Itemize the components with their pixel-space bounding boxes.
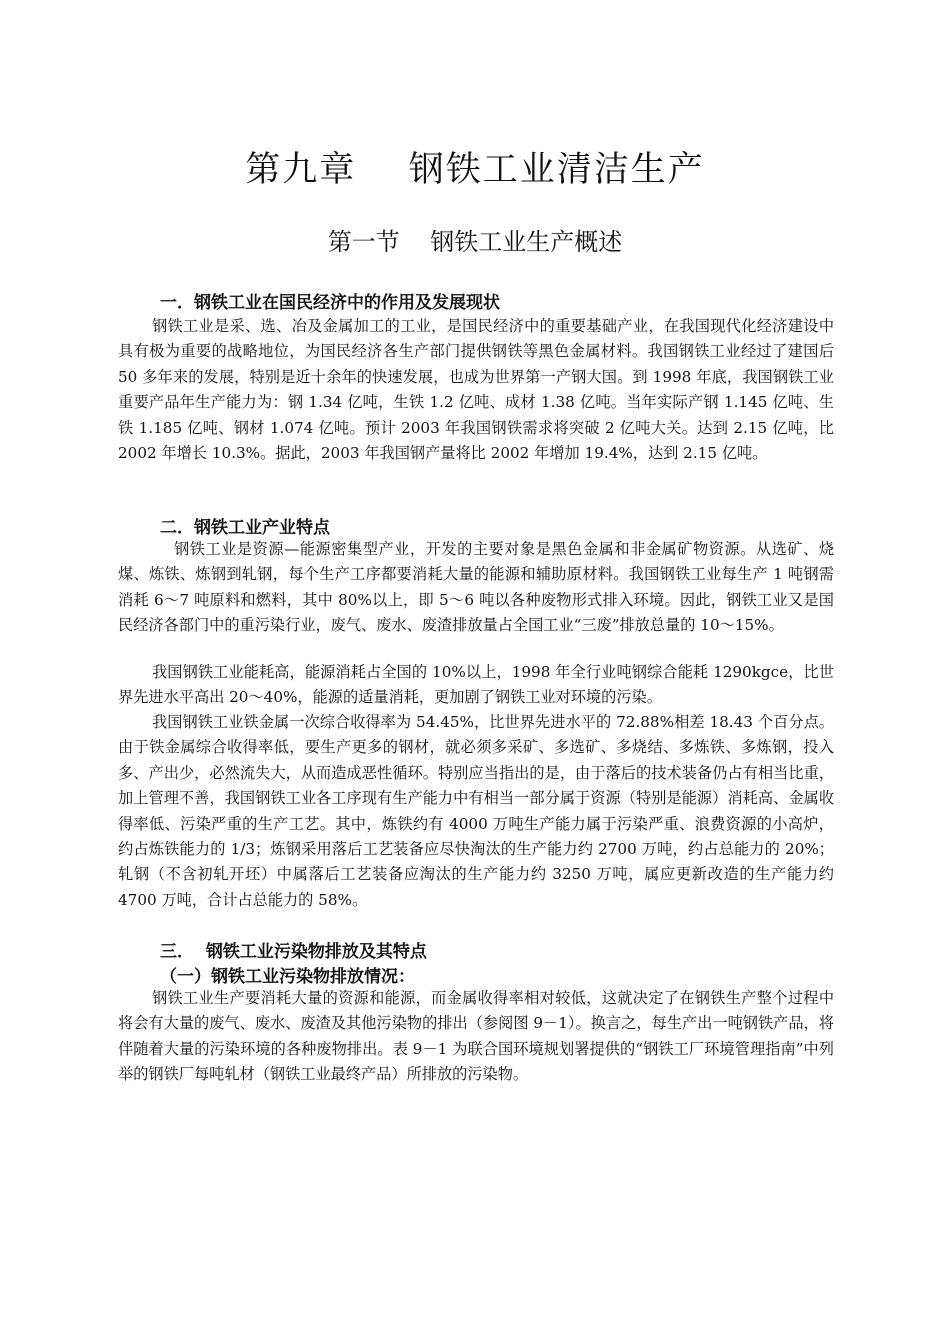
chapter-number: 第九章	[245, 150, 357, 190]
section-name: 钢铁工业生产概述	[430, 228, 623, 256]
subheading-3-1: （一）钢铁工业污染物排放情况：	[160, 967, 415, 987]
paragraph-3-1: 钢铁工业生产要消耗大量的资源和能源，而金属收得率相对较低，这就决定了在钢铁生产整个过程中将会有大量的废气、废水、废渣及其他污染物的排出（参阅图 9－1）。换言之，每生产出一吨钢铁产品，将伴随着大量的污染环境的各种废物排出。表 9－1 为联合国环境规划署提供的“钢铁工厂环境管理指南”中列举的钢铁厂每吨轧材（钢铁工业最终产品）所排放的污染物。	[118, 989, 834, 1084]
chapter-title	[0, 142, 950, 192]
paragraph-1-1: 钢铁工业是采、选、冶及金属加工的工业，是国民经济中的重要基础产业，在我国现代化经济建设中具有极为重要的战略地位，为国民经济各生产部门提供钢铁等黑色金属材料。我国钢铁工业经过了建国后 50 多年来的发展，特别是近十余年的快速发展，也成为世界第一产钢大国。到 1998 年底，我国钢铁工业重要产品年生产能力为：钢 1.34 亿吨，生铁 1.2 亿吨、成材 1.38 亿吨。当年实际产钢 1.145 亿吨、生铁 1.185 亿吨、钢材 1.074 亿吨。预计 2003 年我国钢铁需求将突破 2 亿吨大关。达到 2.15 亿吨，比 2002 年增长 10.3%。据此，2003 年我国钢产量将比 2002 年增加 19.4%，达到 2.15 亿吨。	[118, 317, 834, 463]
chapter-name: 钢铁工业清洁生产	[408, 150, 705, 190]
heading-1: 一．钢铁工业在国民经济中的作用及发展现状	[160, 293, 500, 313]
section-number: 第一节	[327, 228, 400, 256]
heading-3: 三． 钢铁工业污染物排放及其特点	[160, 942, 427, 962]
section-title	[0, 222, 950, 257]
paragraph-2-1: 钢铁工业是资源—能源密集型产业，开发的主要对象是黑色金属和非金属矿物资源。从选矿、烧煤、炼铁、炼钢到轧钢，每个生产工序都要消耗大量的能源和辅助原材料。我国钢铁工业每生产 1 吨钢需消耗 6～7 吨原料和燃料，其中 80%以上，即 5～6 吨以各种废物形式排入环境。因此，钢铁工业又是国民经济各部门中的重污染行业，废气、废水、废渣排放量占全国工业“三废”排放总量的 10～15%。	[118, 540, 834, 635]
section-title-gap	[400, 228, 431, 256]
paragraph-2-3: 我国钢铁工业铁金属一次综合收得率为 54.45%，比世界先进水平的 72.88%相差 18.43 个百分点。由于铁金属综合收得率低，要生产更多的钢材，就必须多采矿、多选矿、多烧结、多炼铁、多炼钢，投入多、产出少，必然流失大，从而造成恶性循环。特别应当指出的是，由于落后的技术装备仍占有相当比重，加上管理不善，我国钢铁工业各工序现有生产能力中有相当一部分属于资源（特别是能源）消耗高、金属收得率低、污染严重的生产工艺。其中，炼铁约有 4000 万吨生产能力属于污染严重、浪费资源的小高炉，约占炼铁能力的 1/3；炼钢采用落后工艺装备应尽快淘汰的生产能力约 2700 万吨，约占总能力的 20%；轧钢（不含初轧开坯）中属落后工艺装备应淘汰的生产能力约 3250 万吨，属应更新改造的生产能力约 4700 万吨，合计占总能力的 58%。	[118, 713, 834, 909]
paragraph-2-2: 我国钢铁工业能耗高，能源消耗占全国的 10%以上，1998 年全行业吨钢综合能耗 1290kgce，比世界先进水平高出 20～40%，能源的适量消耗，更加剧了钢铁工业对环境的污染。	[118, 663, 834, 707]
heading-2: 二．钢铁工业产业特点	[160, 518, 330, 538]
chapter-title-gap	[356, 150, 409, 190]
